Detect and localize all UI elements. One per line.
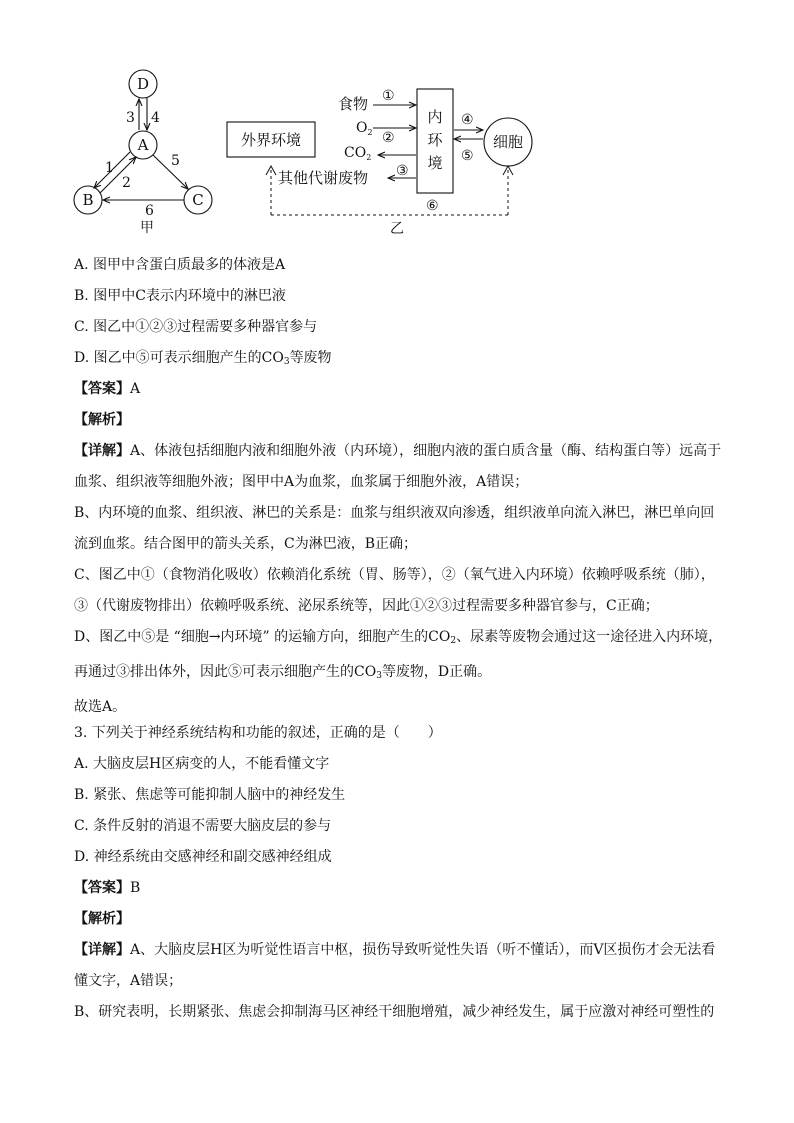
q3-stem: 3. 下列关于神经系统结构和功能的叙述，正确的是（ ） [74, 725, 442, 741]
q3-option-b: B. 紧张、焦虑等可能抑制人脑中的神经发生 [74, 787, 346, 803]
internal-env-char-3: 境 [427, 154, 443, 172]
q2-detail-b: B、内环境的血浆、组织液、淋巴的关系是：血浆与组织液双向渗透，组织液单向流入淋巴，淋巴单向回流到血浆。结合图甲的箭头关系，C为淋巴液，B正确； [74, 505, 715, 552]
diagram-yi [227, 88, 532, 237]
co2-label: $CO_2$ [344, 145, 372, 162]
external-env-label: 外界环境 [240, 131, 302, 149]
node-c-label: C [192, 191, 204, 209]
step-3: ③ [396, 163, 409, 179]
step-2: ② [382, 130, 395, 146]
caption-yi: 乙 [390, 221, 404, 237]
step-5: ⑤ [461, 148, 474, 164]
cell-label: 细胞 [492, 133, 524, 151]
o2-label: $O_2$ [356, 120, 373, 137]
q2-analysis-heading: 【解析】 [74, 412, 130, 428]
arrow-label-2: 2 [122, 175, 131, 191]
q2-option-b: B. 图甲中C表示内环境中的淋巴液 [74, 288, 286, 304]
q2-detail-a: 【详解】A、体液包括细胞内液和细胞外液（内环境），细胞内液的蛋白质含量（酶、结构蛋白等）远高于血浆、组织液等细胞外液；图甲中A为血浆，血浆属于细胞外液，A错误； [74, 443, 722, 490]
q3-answer: 【答案】B [74, 880, 141, 896]
q2-option-c: C. 图乙中①②③过程需要多种器官参与 [74, 319, 318, 335]
q3-option-c: C. 条件反射的消退不需要大脑皮层的参与 [74, 818, 332, 834]
step-4: ④ [461, 112, 474, 128]
node-a-label: A [137, 136, 149, 154]
arrow-label-4: 4 [151, 110, 160, 126]
q3-option-a: A. 大脑皮层H区病变的人，不能看懂文字 [74, 756, 330, 772]
q2-detail-c: C、图乙中①（食物消化吸收）依赖消化系统（胃、肠等），②（氧气进入内环境）依赖呼吸系统（肺），③（代谢废物排出）依赖呼吸系统、泌尿系统等，因此①②③过程需要多种器官参与，C正确； [74, 567, 715, 614]
caption-jia: 甲 [140, 220, 154, 236]
q3-detail-a: 【详解】A、大脑皮层H区为听觉性语言中枢，损伤导致听觉性失语（听不懂话），而V区损伤才会无法看懂文字，A错误； [74, 942, 716, 989]
diagram-jia [74, 70, 212, 236]
q2-answer: 【答案】A [74, 381, 141, 397]
other-waste-label: 其他代谢废物 [278, 169, 369, 187]
step-1: ① [382, 88, 395, 104]
q2-conclusion: 故选A。 [74, 699, 127, 715]
arrow-label-3: 3 [126, 110, 135, 126]
arrow-label-5: 5 [171, 153, 180, 169]
step-6: ⑥ [426, 198, 439, 214]
figure-diagrams [60, 62, 580, 242]
internal-env-char-2: 环 [427, 131, 443, 149]
node-b-label: B [82, 191, 94, 209]
q3-detail-b: B、研究表明，长期紧张、焦虑会抑制海马区神经干细胞增殖，减少神经发生，属于应激对神经可塑性的 [74, 1004, 715, 1020]
node-d-label: D [136, 75, 150, 93]
q3-option-d: D. 神经系统由交感神经和副交感神经组成 [74, 849, 332, 865]
q2-option-a: A. 图甲中含蛋白质最多的体液是A [74, 257, 286, 273]
diagram-svg [60, 62, 580, 242]
arrow-label-1: 1 [105, 160, 114, 176]
q3-analysis-body [74, 935, 724, 1028]
food-label: 食物 [338, 95, 369, 113]
q3-analysis-heading: 【解析】 [74, 911, 130, 927]
arrow-label-6: 6 [145, 203, 154, 219]
q2-option-d: D. 图乙中⑤可表示细胞产生的$CO_3$等废物 [74, 350, 332, 367]
q2-analysis-body [74, 436, 724, 723]
q2-detail-d: D、图乙中⑤是 “细胞→内环境” 的运输方向，细胞产生的$CO_2$、尿素等废物会通过这一途径进入内环境，再通过③排出体外，因此⑤可表示细胞产生的$CO_3$等废物，D正确。 [74, 629, 723, 681]
internal-env-char-1: 内 [427, 108, 443, 126]
